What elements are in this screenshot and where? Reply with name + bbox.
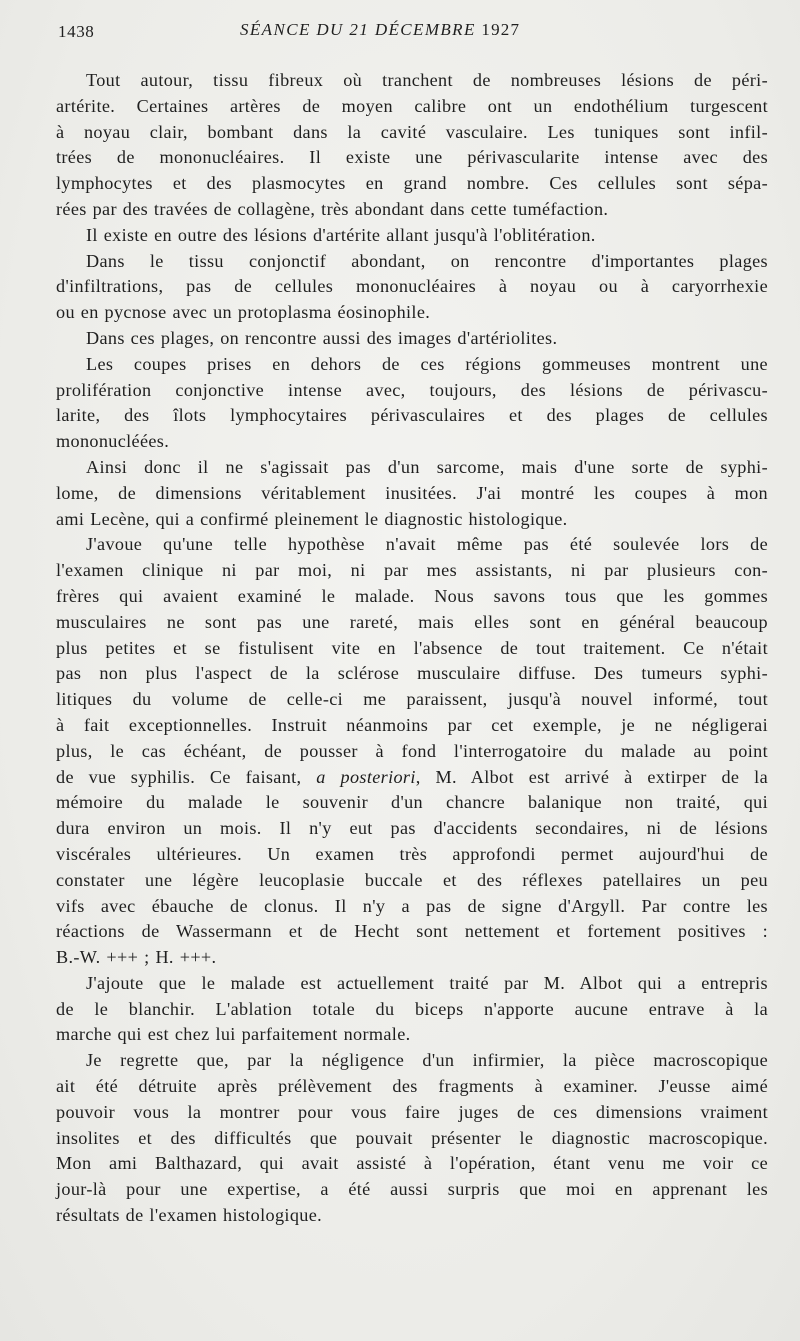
text-line: Ainsi donc il ne s'agissait pas d'un sarcome, mais d'une sorte de syphi-: [86, 456, 768, 477]
text-line: réactions de Wassermann et de Hecht sont nettement et fortement positives :: [56, 921, 768, 942]
text-line: litiques du volume de celle-ci me paraissent, jusqu'à nouvel informé, tout: [56, 689, 768, 710]
text-line: larite, des îlots lymphocytaires périvasculaires et des plages de cellules: [56, 405, 768, 426]
text-line: rées par des travées de collagène, très abondant dans cette tuméfaction.: [56, 198, 609, 219]
text-line: trées de mononucléaires. Il existe une périvascularite intense avec des: [56, 147, 768, 168]
text-line: lome, de dimensions véritablement inusitées. J'ai montré les coupes à mon: [56, 482, 768, 503]
text-line: Je regrette que, par la négligence d'un infirmier, la pièce macroscopique: [86, 1050, 768, 1071]
running-title-text: SÉANCE DU 21 DÉCEMBRE: [240, 20, 476, 39]
text-fragment: de vue syphilis. Ce faisant,: [56, 766, 302, 787]
text-line: Les coupes prises en dehors de ces régions gommeuses montrent une: [86, 353, 768, 374]
text-line: constater une légère leucoplasie buccale et des réflexes patellaires un peu: [56, 869, 768, 890]
paragraph: [56, 223, 768, 249]
text-line: pas non plus l'aspect de la sclérose musculaire diffuse. Des tumeurs syphi-: [56, 663, 768, 684]
paragraph: [56, 249, 768, 326]
text-line: J'ajoute que le malade est actuellement traité par M. Albot qui a entrepris: [86, 972, 768, 993]
text-line: frères qui avaient examiné le malade. Nous savons tous que les gommes: [56, 585, 768, 606]
text-line: J'avoue qu'une telle hypothèse n'avait même pas été soulevée lors de: [86, 534, 768, 555]
text-line: insolites et des difficultés que pouvait présenter le diagnostic macroscopique.: [56, 1127, 768, 1148]
text-line: Tout autour, tissu fibreux où tranchent de nombreuses lésions de péri-: [86, 70, 768, 90]
text-line: marche qui est chez lui parfaitement normale.: [56, 1024, 411, 1045]
text-line: musculaires ne sont pas une rareté, mais elles sont en général beaucoup: [56, 611, 768, 632]
paragraph: [56, 1048, 768, 1229]
text-line: d'infiltrations, pas de cellules mononucléaires à noyau ou à caryorrhexie: [56, 276, 768, 297]
text-line: ami Lecène, qui a confirmé pleinement le diagnostic histologique.: [56, 508, 568, 529]
running-title: [240, 20, 520, 40]
text-line: Mon ami Balthazard, qui avait assisté à l'opération, étant venu me voir ce: [56, 1153, 768, 1174]
text-line: à noyau clair, bombant dans la cavité vasculaire. Les tuniques sont infil-: [56, 121, 768, 142]
page-number: 1438: [58, 22, 95, 41]
text-line: Dans le tissu conjonctif abondant, on rencontre d'importantes plages: [86, 250, 768, 271]
text-fragment: , M. Albot est arrivé à extirper de la: [415, 766, 768, 787]
text-line: B.-W. +++ ; H. +++.: [56, 947, 217, 968]
text-line: lymphocytes et des plasmocytes en grand nombre. Ces cellules sont sépa-: [56, 173, 768, 194]
paragraph: [56, 532, 768, 971]
paragraph: [56, 971, 768, 1048]
paragraph: [56, 326, 768, 352]
text-line: mémoire du malade le souvenir d'un chancre balanique non traité, qui: [56, 792, 768, 813]
text-line: Dans ces plages, on rencontre aussi des images d'artériolites.: [86, 327, 558, 348]
text-line: mononucléées.: [56, 431, 170, 452]
paragraph: [56, 68, 768, 223]
italic-phrase: a posteriori: [316, 766, 416, 787]
text-line: jour-là pour une expertise, a été aussi surpris que moi en apprenant les: [56, 1179, 768, 1200]
paragraph: [56, 455, 768, 532]
text-line: à fait exceptionnelles. Instruit néanmoins par cet exemple, je ne négligerai: [56, 714, 768, 735]
text-line: résultats de l'examen histologique.: [56, 1205, 323, 1226]
text-line: Il existe en outre des lésions d'artérite allant jusqu'à l'oblitération.: [86, 224, 596, 245]
text-line: pouvoir vous la montrer pour vous faire juges de ces dimensions vraiment: [56, 1101, 768, 1122]
text-line: artérite. Certaines artères de moyen calibre ont un endothélium turgescent: [56, 95, 768, 116]
text-line: l'examen clinique ni par moi, ni par mes assistants, ni par plusieurs con-: [56, 560, 768, 581]
text-line: plus petites et se fistulisent vite en l'absence de tout traitement. Ce n'était: [56, 637, 768, 658]
text-line: prolifération conjonctive intense avec, toujours, des lésions de périvascu-: [56, 379, 768, 400]
text-line-with-italic: [56, 765, 768, 791]
text-line: ait été détruite après prélèvement des fragments à examiner. J'eusse aimé: [56, 1076, 768, 1097]
text-line: vifs avec ébauche de clonus. Il n'y a pas de signe d'Argyll. Par contre les: [56, 895, 768, 916]
text-line: plus, le cas échéant, de pousser à fond l'interrogatoire du malade au point: [56, 740, 768, 761]
body-text: [56, 68, 768, 1229]
running-title-year: 1927: [481, 20, 521, 39]
text-line: dura environ un mois. Il n'y eut pas d'accidents secondaires, ni de lésions: [56, 818, 768, 839]
paragraph: [56, 352, 768, 455]
page-header: [58, 20, 588, 44]
text-line: de le blanchir. L'ablation totale du biceps n'apporte aucune entrave à la: [56, 998, 768, 1019]
text-line: ou en pycnose avec un protoplasma éosinophile.: [56, 302, 431, 323]
text-line: viscérales ultérieures. Un examen très approfondi permet aujourd'hui de: [56, 843, 768, 864]
